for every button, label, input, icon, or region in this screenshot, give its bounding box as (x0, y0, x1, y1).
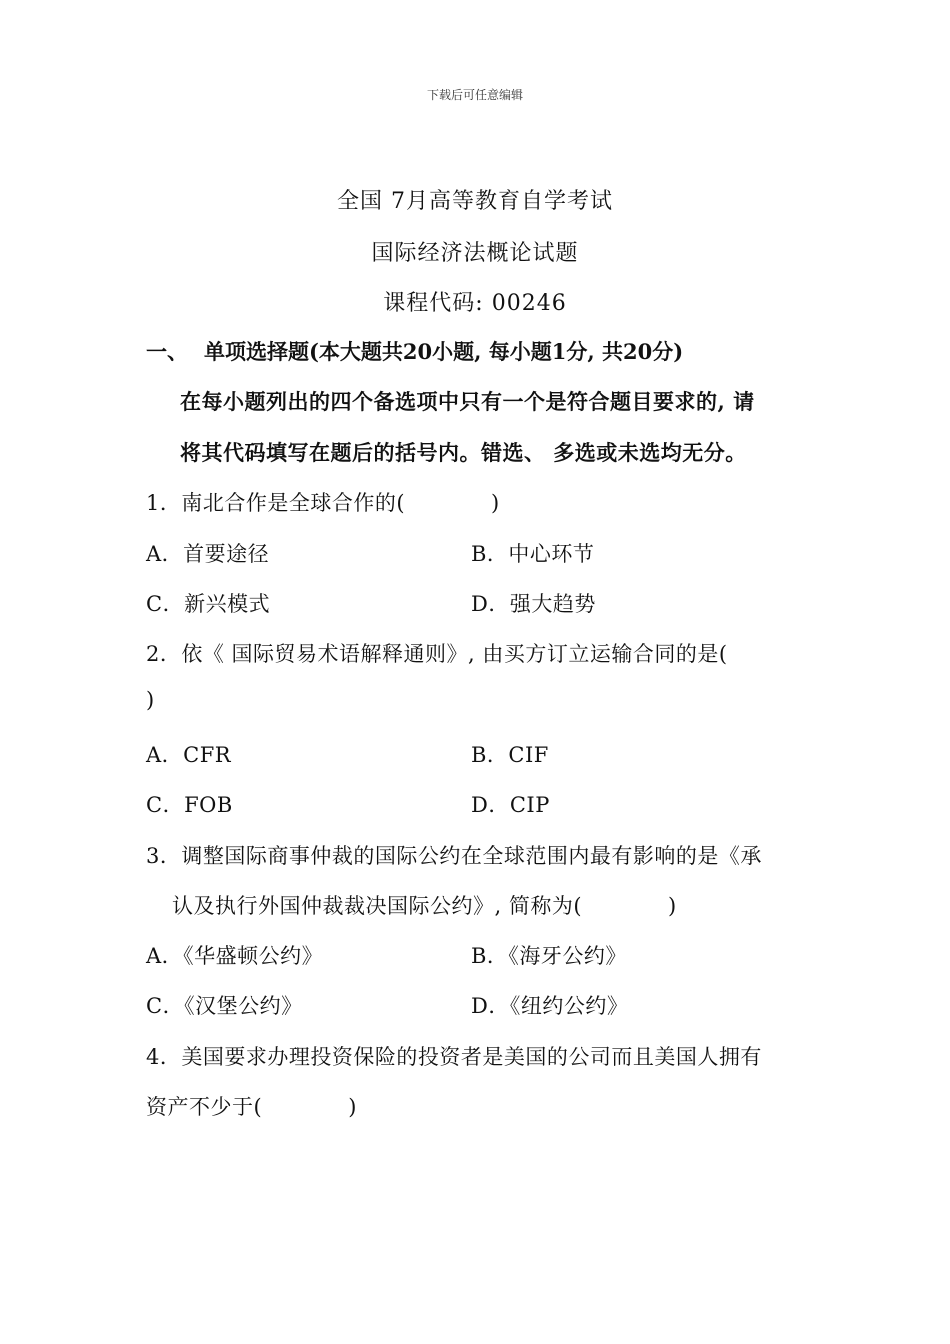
question-1-option-d: D．强大趋势 (471, 592, 596, 616)
question-2-option-b: B．CIF (471, 743, 549, 767)
page-header-note: 下载后可任意编辑 (426, 88, 523, 102)
subject-title: 国际经济法概论试题 (371, 241, 579, 266)
section-instruction-line-1: 在每小题列出的四个备选项中只有一个是符合题目要求的, 请 (180, 389, 755, 414)
question-4-stem-line-2: 资产不少于( ) (146, 1095, 357, 1119)
exam-title: 全国 7月高等教育自学考试 (337, 189, 613, 214)
question-2-option-d: D．CIP (471, 793, 550, 817)
question-3-stem-line-1: 3．调整国际商事仲裁的国际公约在全球范围内最有影响的是《承 (146, 844, 762, 868)
question-3-option-b: B．《海牙公约》 (471, 944, 627, 968)
question-1-option-c: C．新兴模式 (146, 592, 271, 616)
question-4-stem-line-1: 4．美国要求办理投资保险的投资者是美国的公司而且美国人拥有 (146, 1045, 762, 1069)
section-heading (146, 336, 683, 366)
question-2-option-c: C．FOB (146, 793, 233, 817)
question-1-option-a: A．首要途径 (146, 542, 270, 566)
course-code: 课程代码: 00246 (383, 291, 567, 316)
question-3-option-a: A．《华盛顿公约》 (146, 944, 324, 968)
question-3-stem-line-2: 认及执行外国仲裁裁决国际公约》, 简称为( ) (172, 894, 677, 918)
section-number: 一、 (146, 339, 188, 364)
question-2-option-a: A．CFR (146, 743, 232, 767)
question-1-stem: 1．南北合作是全球合作的( ) (146, 491, 500, 515)
section-title: 单项选择题(本大题共20小题, 每小题1分, 共20分) (204, 339, 684, 364)
question-2-stem-line-2: ) (146, 688, 155, 712)
question-2-stem-line-1: 2．依《 国际贸易术语解释通则》, 由买方订立运输合同的是( (146, 642, 728, 666)
question-3-option-d: D．《纽约公约》 (471, 994, 629, 1018)
question-3-option-c: C．《汉堡公约》 (146, 994, 303, 1018)
section-instruction-line-2: 将其代码填写在题后的括号内。错选、 多选或未选均无分。 (180, 440, 747, 465)
question-1-option-b: B．中心环节 (471, 542, 595, 566)
